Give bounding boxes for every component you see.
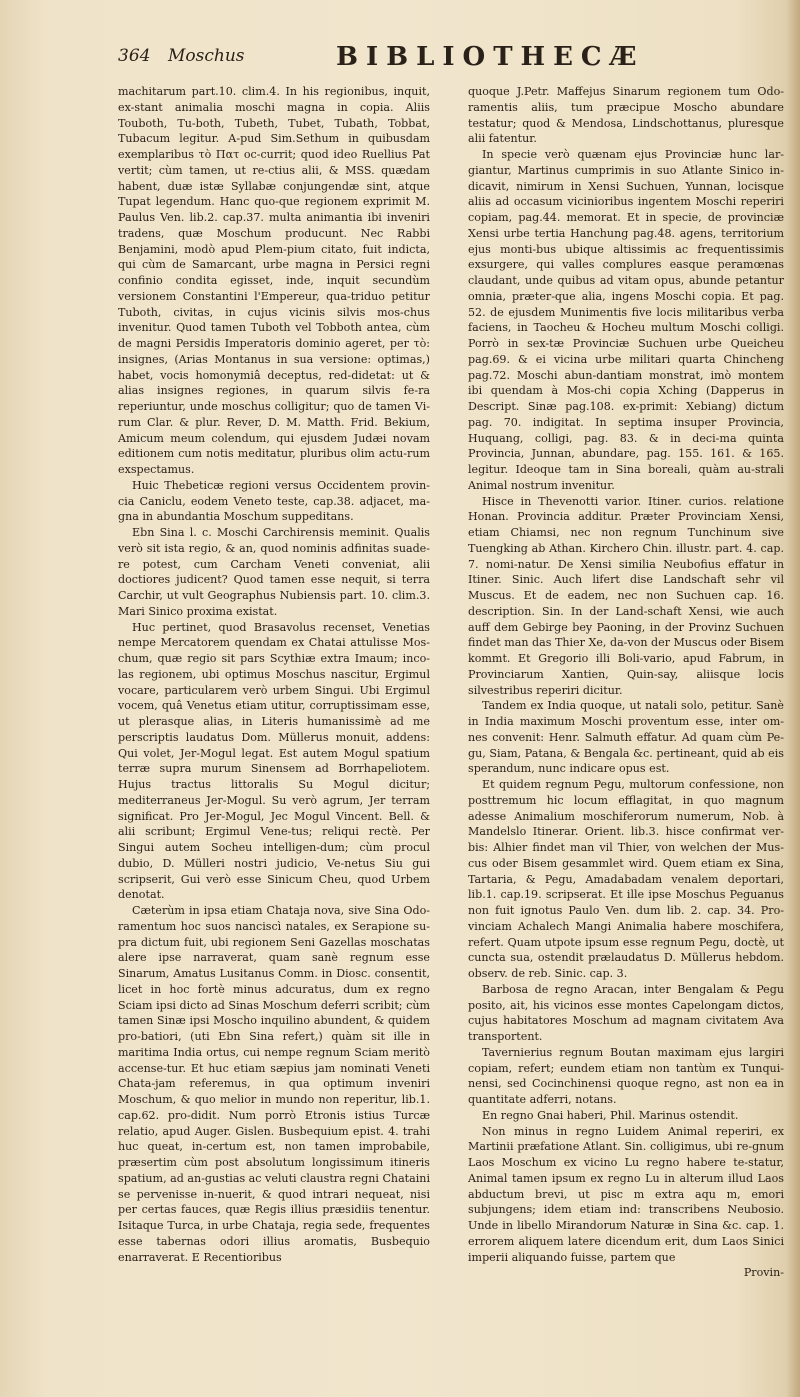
paragraph: Hisce in Thevenotti varior. Itiner. curios. relatione Honan. Provincia additur. Præter Provinciam Xensi, etiam Chiamsi, nec non regnum Tunchinum sive Tuengking ab Athan. Kirchero Chin. illustr. part. 4. cap. 7. nomi-natur. De Xensi similia Neubofius effatur in Itiner. Sinic. Auch lifert dise Landschaft sehr vil Muscus. Et de eadem, nec non Suchuen cap. 16. description. Sin. In der Land-schaft Xensi, wie auch auff dem Gebirge bey Paoning, in der Provinz Suchuen findet man das Thier Xe, da-von der Muscus oder Bisem kommt. Et Gregorio illi Boli-vario, apud Fabrum, in Provinciarum Xantien, Quin-say, aliisque locis silvestribus reperiri dicitur.: [468, 494, 784, 697]
left-column: [118, 84, 430, 1344]
page-header: [118, 42, 798, 76]
right-column: [468, 84, 784, 1344]
paragraph: Barbosa de regno Aracan, inter Bengalam & Pegu posito, ait, his vicinos esse montes Capelongam dictos, cujus habitatores Moschum ad magnam civitatem Ava transportent.: [468, 982, 784, 1043]
paragraph: Tandem ex India quoque, ut natali solo, petitur. Sanè in India maximum Moschi proventum esse, inter om-nes convenit: Henr. Salmuth effatur. Ad quam cùm Pe-gu, Siam, Patana, & Bengala &c. pertineant, quid ab eis sperandum, nunc indicare opus est.: [468, 699, 784, 776]
paragraph: Tavernierius regnum Boutan maximam ejus largiri copiam, refert; eundem etiam non tantùm ex Tunqui-nensi, sed Cocinchinensi quoque regno, ast non ea in quantitate adferri, notans.: [468, 1045, 784, 1106]
running-head: Moschus: [168, 46, 245, 66]
paragraph: Huc pertinet, quod Brasavolus recenset, Venetias nempe Mercatorem quendam ex Chatai attulisse Mos-chum, quæ regio sit pars Scythiæ extra Imaum; inco-las regionem, ubi optimus Moschus nascitur, Ergimul vocare, particularem verò urbem Singui. Ubi Ergimul vocem, quâ Venetus etiam utitur, corruptissimam esse, ut plerasque alias, in Literis humanissimè ad me perscriptis laudatus Dom. Müllerus monuit, addens: Qui volet, Jer-Mogul legat. Est autem Mogul spatium terræ supra murum Sinensem ad Borrhapeliotem. Hujus tractus littoralis Su Mogul dicitur; mediterraneus Jer-Mogul. Su verò agrum, Jer terram significat. Pro Jer-Mogul, Jec Mogul Vincent. Bell. & alii scribunt; Ergimul Vene-tus; reliqui rectè. Per Singui autem Socheu intelligen-dum; cùm procul dubio, D. Mülleri nostri judicio, Ve-netus Siu gui scripserit, Gui verò esse Sinicum Cheu, quod Urbem denotat.: [118, 620, 430, 902]
catchword: Provin-: [743, 1266, 784, 1280]
paragraph: Ebn Sina l. c. Moschi Carchirensis meminit. Qualis verò sit ista regio, & an, quod nominis adfinitas suade-re potest, cum Carcham Veneti conveniat, alii doctiores judicent? Quod tamen esse nequit, si terra Carchir, ut vult Geographus Nubiensis part. 10. clim.3. Mari Sinico proxima existat.: [118, 526, 430, 618]
paragraph: En regno Gnai haberi, Phil. Marinus ostendit.: [482, 1108, 739, 1122]
paragraph: In specie verò quænam ejus Provinciæ hunc lar-giantur, Martinus cumprimis in suo Atlante Sinico in-dicavit, nimirum in Xensi Suchuen, Yunnan, locisque aliis ad occasum vicinioribus ingentem Moschi reperiri copiam, pag.44. memorat. Et in specie, de provinciæ Xensi urbe tertia Hanchung pag.48. agens, territorium ejus monti-bus ubique altissimis ac frequentissimis exsurgere, qui valles complures easque peramœnas claudant, unde quibus ad vitam opus, abunde petantur omnia, præter-que alia, ingens Moschi copia. Et pag. 52. de ejusdem Munimentis five locis militaribus verba faciens, in Taocheu & Hocheu multum Moschi colligi. Porrò in sex-tæ Provinciæ Suchuen urbe Queicheu pag.69. & ei vicina urbe militari quarta Chincheng pag.72. Moschi abun-dantiam monstrat, imò montem ibi quendam à Mos-chi copia Xching (Dapperus in Descript. Sinæ pag.108. ex-primit: Xebiang) dictum pag. 70. indigitat. In septima insuper Provincia, Huquang, colligi, pag. 83. & in deci-ma quinta Provincia, Junnan, abundare, pag. 155. 161. & 165. legitur. Ideoque tam in Sina boreali, quàm au-strali Animal nostrum invenitur.: [468, 148, 784, 492]
paragraph: Et quidem regnum Pegu, multorum confessione, non posttremum hic locum efflagitat, in quo magnum adesse Animalium moschiferorum numerum, Nob. à Mandelslo Itinerar. Orient. lib.3. hisce confirmat ver-bis: Alhier findet man vil Thier, von welchen der Mus-cus oder Bisem gesammlet wird. Quem etiam ex Sina, Tartaria, & Pegu, Amadabadam venalem deportari, lib.1. cap.19. scripserat. Et ille ipse Moschus Peguanus non fuit ignotus Paulo Ven. dum lib. 2. cap. 34. Pro-vinciam Achalech Mangi Animalia habere moschifera, refert. Quam utpote ipsum esse regnum Pegu, doctè, ut cuncta sua, ostendit prælaudatus D. Müllerus hebdom. observ. de reb. Sinic. cap. 3.: [468, 778, 784, 980]
page-title: BIBLIOTHECÆ: [336, 42, 645, 72]
paragraph: Non minus in regno Luidem Animal reperiri, ex Martinii præfatione Atlant. Sin. colligimus, ubi re-gnum Laos Moschum ex vicino Lu regno habere te-statur, Animal tamen ipsum ex regno Lu in alterum illud Laos abductum brevi, ut pisc m extra aqu m, emori subjungens; idem etiam ind: transcribens Neubosio. Unde in libello Mirandorum Naturæ in Sina &c. cap. 1. errorem aliquem latere dicendum erit, dum Laos Sinici imperii aliquando fuisse, partem que: [468, 1124, 784, 1264]
page-edge-shadow: [786, 0, 800, 1397]
paragraph: machitarum part.10. clim.4. In his regionibus, inquit, ex-stant animalia moschi magna in copia. Aliis Touboth, Tu-both, Tubeth, Tubet, Tubath, Tobbat, Tubacum legitur. A-pud Sim.Sethum in quibusdam exemplaribus τὸ Πατ oc-currit; quod ideo Ruellius Pat vertit; cùm tamen, ut re-ctius alii, & MSS. quædam habent, duæ istæ Syllabæ conjungendæ sint, atque Tupat legendum. Hanc quo-que regionem exprimit M. Paulus Ven. lib.2. cap.37. multa animantia ibi inveniri tradens, quæ Moschum producunt. Nec Rabbi Benjamini, modò apud Plem-pium citato, fuit indicta, qui cùm de Samarcant, urbe magna in Persici regni confinio condita egisset, inde, inquit secundùm versionem Constantini l'Empereur, qua-triduo petitur Tuboth, civitas, in cujus vicinis silvis mos-chus invenitur. Quod tamen Tuboth vel Tobboth antea, cùm de magni Persidis Imperatoris dominio ageret, per τὸ: insignes, (Arias Montanus in sua versione: optimas,) habet, vocis homonymiâ deceptus, red-didetat: ut & alias insignes regiones, in quarum silvis fe-ra reperiuntur, unde moschus colligitur; quo de tamen Vi-rum Clar. & plur. Rever, D. M. Matth. Frid. Bekium, Amicum meum colendum, qui ejusdem Judæi novam editionem cum notis meditatur, pluribus olim actu-rum exspectamus.: [118, 85, 430, 476]
page-number: 364: [118, 46, 151, 66]
paragraph: Cæterùm in ipsa etiam Chataja nova, sive Sina Odo-ramentum hoc suos nanciscì natales, ex Serapione su-pra dictum fuit, ubi regionem Seni Gazellas moschatas alere ipse narraverat, quam sanè regnum esse Sinarum, Amatus Lusitanus Comm. in Diosc. consentit, licet in hoc fortè minus adcuratus, dum ex regno Sciam ipsi dicto ad Sinas Moschum deferri scribit; cùm tamen Sinæ ipsi Moscho inquilino abundent, & quidem pro-batiori, (uti Ebn Sina refert,) quàm sit ille in maritima India ortus, cui nempe regnum Sciam meritò accense-tur. Et huc etiam sæpius jam nominati Veneti Chata-jam referemus, in qua optimum inveniri Moschum, & quo melior in mundo non reperitur, lib.1. cap.62. pro-didit. Num porrò Etronis istius Turcæ relatio, apud Auger. Gislen. Busbequium epist. 4. trahi huc queat, in-certum est, non tamen improbabile, præsertim cùm post absolutum longissimum itineris spatium, ad an-gustias ac veluti claustra regni Chataini se pervenisse in-nuerit, & quod intrari nequeat, nisi per certas fauces, quæ Regis illius præsidiis tenentur. Isitaque Turca, in urbe Chataja, regia sede, frequentes esse tabernas odori illius aromatis, Busbequio enarraverat. E Recentioribus: [118, 904, 430, 1264]
paragraph: quoque J.Petr. Maffejus Sinarum regionem tum Odo-ramentis aliis, tum præcipue Moscho abundare testatur; quod & Mendosa, Lindschottanus, pluresque alii fatentur.: [468, 85, 784, 146]
paragraph: Huic Thebeticæ regioni versus Occidentem provin-cia Caniclu, eodem Veneto teste, cap.38. adjacet, ma-gna in abundantia Moschum suppeditans.: [118, 478, 430, 524]
